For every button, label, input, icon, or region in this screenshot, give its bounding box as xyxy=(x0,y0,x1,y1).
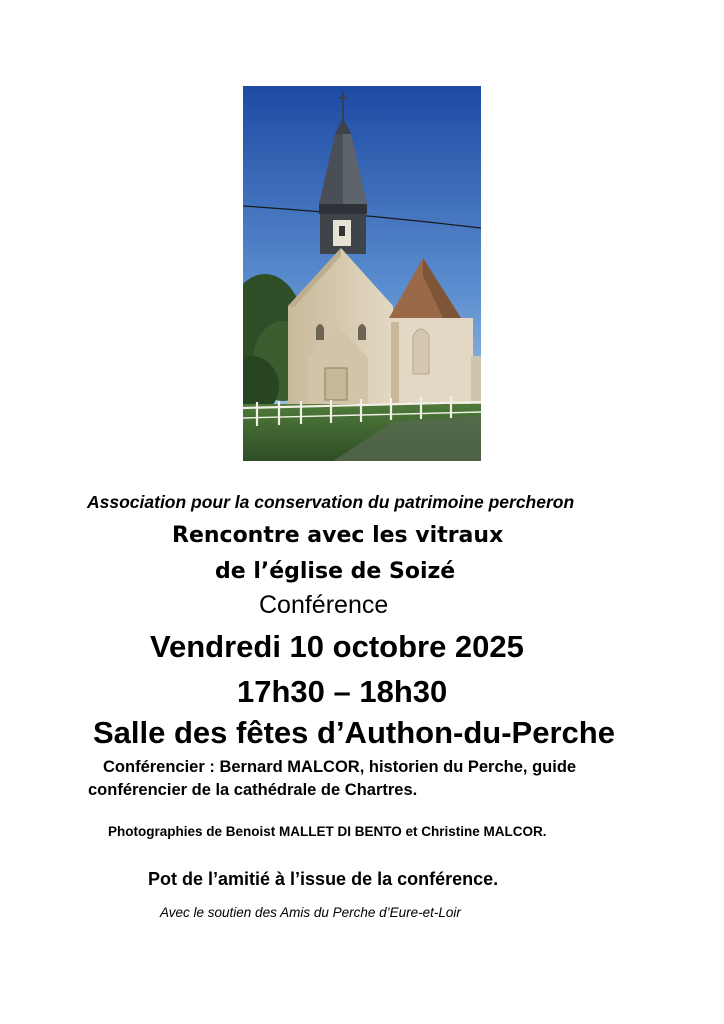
support-note: Avec le soutien des Amis du Perche d’Eure-et-Loir xyxy=(160,905,461,920)
event-venue: Salle des fêtes d’Authon-du-Perche xyxy=(93,715,615,750)
church-illustration xyxy=(243,86,481,461)
event-date: Vendredi 10 octobre 2025 xyxy=(150,629,524,664)
association-name: Association pour la conservation du patrimoine percheron xyxy=(87,492,575,512)
speaker-line-1: Conférencier : Bernard MALCOR, historien du Perche, guide xyxy=(103,758,577,776)
photo-credits: Photographies de Benoist MALLET DI BENTO et Christine MALCOR. xyxy=(108,824,547,839)
speaker-line-2: conférencier de la cathédrale de Chartres. xyxy=(88,781,418,799)
church-photo xyxy=(243,86,481,461)
reception-note: Pot de l’amitié à l’issue de la conférence. xyxy=(148,869,499,889)
title-line-1: Rencontre avec les vitraux xyxy=(172,523,504,548)
event-time: 17h30 – 18h30 xyxy=(237,674,448,709)
title-line-2: de l’église de Soizé xyxy=(215,559,456,584)
buttress xyxy=(391,322,399,404)
event-type: Conférence xyxy=(259,591,389,619)
